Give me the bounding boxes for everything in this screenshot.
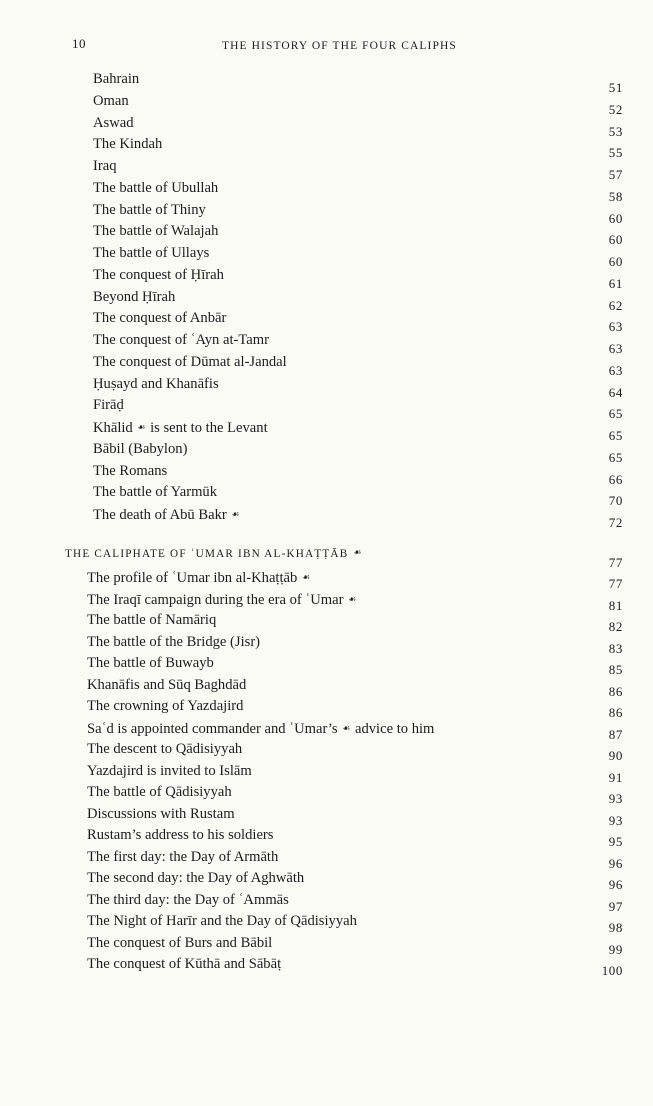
- entry-page-number: 90: [608, 748, 623, 763]
- entry-title: The battle of Walajah: [93, 223, 219, 240]
- entry-page-number: 86: [608, 683, 623, 699]
- entry-title: The descent to Qādisiyyah: [87, 741, 243, 757]
- page-number: 10: [72, 36, 86, 51]
- toc-entry: [0, 719, 653, 740]
- toc-entry: [0, 157, 653, 182]
- toc-entry: [0, 222, 653, 248]
- toc-entry: [0, 114, 653, 139]
- toc-entry: [0, 568, 653, 589]
- entry-page-number: 60: [608, 232, 623, 248]
- honorific-icon: ☙: [348, 593, 357, 604]
- entry-page-number: 64: [608, 384, 623, 400]
- entry-page-number: 98: [608, 920, 623, 935]
- entry-page-number: 53: [608, 123, 623, 139]
- entry-page-number: 96: [608, 877, 623, 892]
- entry-page-number: 81: [608, 597, 623, 613]
- toc-entry: [0, 244, 653, 269]
- entry-title: Iraq: [93, 158, 117, 174]
- entry-title: The battle of the Bridge (Jisr): [87, 633, 261, 650]
- section-heading: THE CALIPHATE OF ʿUMAR IBN AL-KHAṬṬĀB ☙: [65, 547, 363, 560]
- entry-title: Aswad: [93, 114, 134, 131]
- entry-title: Beyond Ḥīrah: [93, 288, 176, 305]
- entry-title: The profile of ʿUmar ibn al-Khaṭṭāb ☙: [87, 570, 311, 586]
- entry-title: The conquest of Kūthā and Sābāṭ: [87, 956, 282, 972]
- entry-page-number: 72: [608, 515, 623, 530]
- entry-page-number: 52: [608, 101, 623, 117]
- entry-page-number: 77: [608, 576, 623, 591]
- entry-title: The Romans: [93, 462, 168, 479]
- entry-page-number: 96: [608, 855, 623, 871]
- entry-page-number: 62: [608, 297, 623, 313]
- toc-entry: [0, 869, 653, 890]
- entry-title: The Night of Harīr and the Day of Qādisiyyah: [87, 913, 357, 929]
- entry-title: Oman: [93, 92, 129, 109]
- entry-title: The third day: the Day of ʿAmmās: [87, 891, 289, 908]
- entry-title: Firāḍ: [93, 397, 124, 414]
- entry-page-number: 55: [608, 145, 623, 161]
- entry-page-number: 61: [608, 275, 623, 291]
- entry-page-number: 65: [608, 449, 623, 465]
- entry-title: Rustam’s address to his soldiers: [87, 827, 274, 843]
- honorific-icon: ☙: [301, 572, 311, 582]
- running-title: THE HISTORY OF THE FOUR CALIPHS: [222, 40, 457, 52]
- honorific-icon: ☙: [231, 509, 240, 519]
- entry-title: Khālid ☙ is sent to the Levant: [93, 420, 268, 436]
- toc-entry: [0, 590, 653, 611]
- entry-title: Bābil (Babylon): [93, 440, 188, 457]
- entry-page-number: 65: [608, 428, 623, 443]
- entry-title: The battle of Ullays: [93, 245, 210, 261]
- toc-entry: [0, 396, 653, 422]
- toc-entry: [0, 912, 653, 933]
- toc-entry: [0, 70, 653, 95]
- entry-page-number: 87: [608, 726, 623, 742]
- toc-entry: [0, 135, 653, 161]
- toc-entry: [0, 611, 653, 632]
- entry-title: The battle of Yarmūk: [93, 484, 218, 501]
- entry-page-number: 51: [608, 80, 623, 95]
- entry-page-number: 63: [608, 341, 623, 356]
- entry-title: Khanāfis and Sūq Baghdād: [87, 676, 247, 693]
- entry-title: The battle of Buwayb: [87, 655, 214, 671]
- toc-entry: [0, 375, 653, 400]
- entry-title: The second day: the Day of Aghwāth: [87, 870, 305, 886]
- entry-title: The conquest of Dūmat al-Jandal: [93, 353, 287, 370]
- toc-entry: [0, 462, 653, 487]
- entry-page-number: 66: [608, 471, 623, 487]
- entry-title: The conquest of Anbār: [93, 310, 227, 327]
- entry-page-number: 86: [608, 705, 623, 720]
- toc-entry: [0, 654, 653, 675]
- honorific-icon: ☙: [342, 722, 351, 733]
- toc-entry: [0, 288, 653, 313]
- entry-title: The death of Abū Bakr ☙: [93, 507, 240, 523]
- entry-page-number: 60: [608, 254, 623, 269]
- entry-page-number: 85: [608, 662, 623, 677]
- entry-title: Saʿd is appointed commander and ʿUmar’s ☙ advice to him: [87, 720, 435, 737]
- entry-title: Bahrain: [93, 71, 140, 87]
- entry-title: The battle of Qādisiyyah: [87, 784, 232, 800]
- entry-title: The conquest of Burs and Bābil: [87, 934, 273, 951]
- toc-entry: [0, 762, 653, 783]
- toc-entry: [0, 353, 653, 378]
- toc-entry: [0, 179, 653, 204]
- entry-page-number: 65: [608, 406, 623, 422]
- toc-entry: [0, 266, 653, 291]
- entry-page-number: 60: [608, 210, 623, 226]
- entry-title: The Iraqī campaign during the era of ʿUmar ☙: [87, 591, 357, 608]
- toc-entry: [0, 633, 653, 654]
- entry-page-number: 63: [608, 362, 623, 378]
- section-page-number: 77: [608, 555, 623, 570]
- toc-entry: [0, 92, 653, 117]
- entry-page-number: 93: [608, 791, 623, 806]
- toc-entry: [0, 826, 653, 847]
- toc-entry: [0, 934, 653, 955]
- entry-title: Yazdajird is invited to Islām: [87, 762, 252, 779]
- entry-page-number: 58: [608, 188, 623, 204]
- entry-page-number: 95: [608, 834, 623, 849]
- entry-page-number: 99: [608, 941, 623, 957]
- toc-entry: [0, 483, 653, 509]
- entry-title: The Kindah: [93, 136, 163, 153]
- entry-page-number: 93: [608, 812, 623, 828]
- toc-entry: [0, 331, 653, 356]
- entry-page-number: 91: [608, 769, 623, 785]
- entry-page-number: 57: [608, 167, 623, 182]
- toc-entry: [0, 848, 653, 869]
- toc-entry: [0, 891, 653, 912]
- entry-title: The battle of Namāriq: [87, 612, 217, 628]
- toc-entry: [0, 805, 653, 826]
- honorific-icon: ☙: [137, 422, 146, 432]
- entry-title: The crowning of Yazdajird: [87, 698, 244, 714]
- entry-title: The battle of Thiny: [93, 201, 206, 218]
- toc-entry: [0, 740, 653, 761]
- toc-entry: [0, 201, 653, 226]
- entry-page-number: 63: [608, 319, 623, 335]
- toc-entry: [0, 505, 653, 530]
- entry-title: The first day: the Day of Armāth: [87, 848, 279, 865]
- entry-title: Discussions with Rustam: [87, 805, 235, 822]
- toc-entry: [0, 676, 653, 697]
- toc-entry: [0, 783, 653, 804]
- entry-title: The battle of Ubullah: [93, 179, 219, 196]
- toc-entry: [0, 955, 653, 976]
- entry-title: The conquest of Ḥīrah: [93, 266, 224, 283]
- toc-entry: [0, 440, 653, 465]
- entry-page-number: 82: [608, 619, 623, 634]
- entry-page-number: 83: [608, 640, 623, 656]
- entry-title: Ḥuṣayd and Khanāfis: [93, 375, 219, 392]
- toc-entry: [0, 697, 653, 718]
- entry-page-number: 70: [608, 493, 623, 509]
- toc-entry: [0, 309, 653, 335]
- toc-entry: [0, 418, 653, 443]
- entry-title: The conquest of ʿAyn at-Tamr: [93, 332, 269, 348]
- entry-page-number: 100: [601, 963, 623, 978]
- entry-page-number: 97: [608, 898, 623, 914]
- honorific-icon: ☙: [353, 547, 363, 557]
